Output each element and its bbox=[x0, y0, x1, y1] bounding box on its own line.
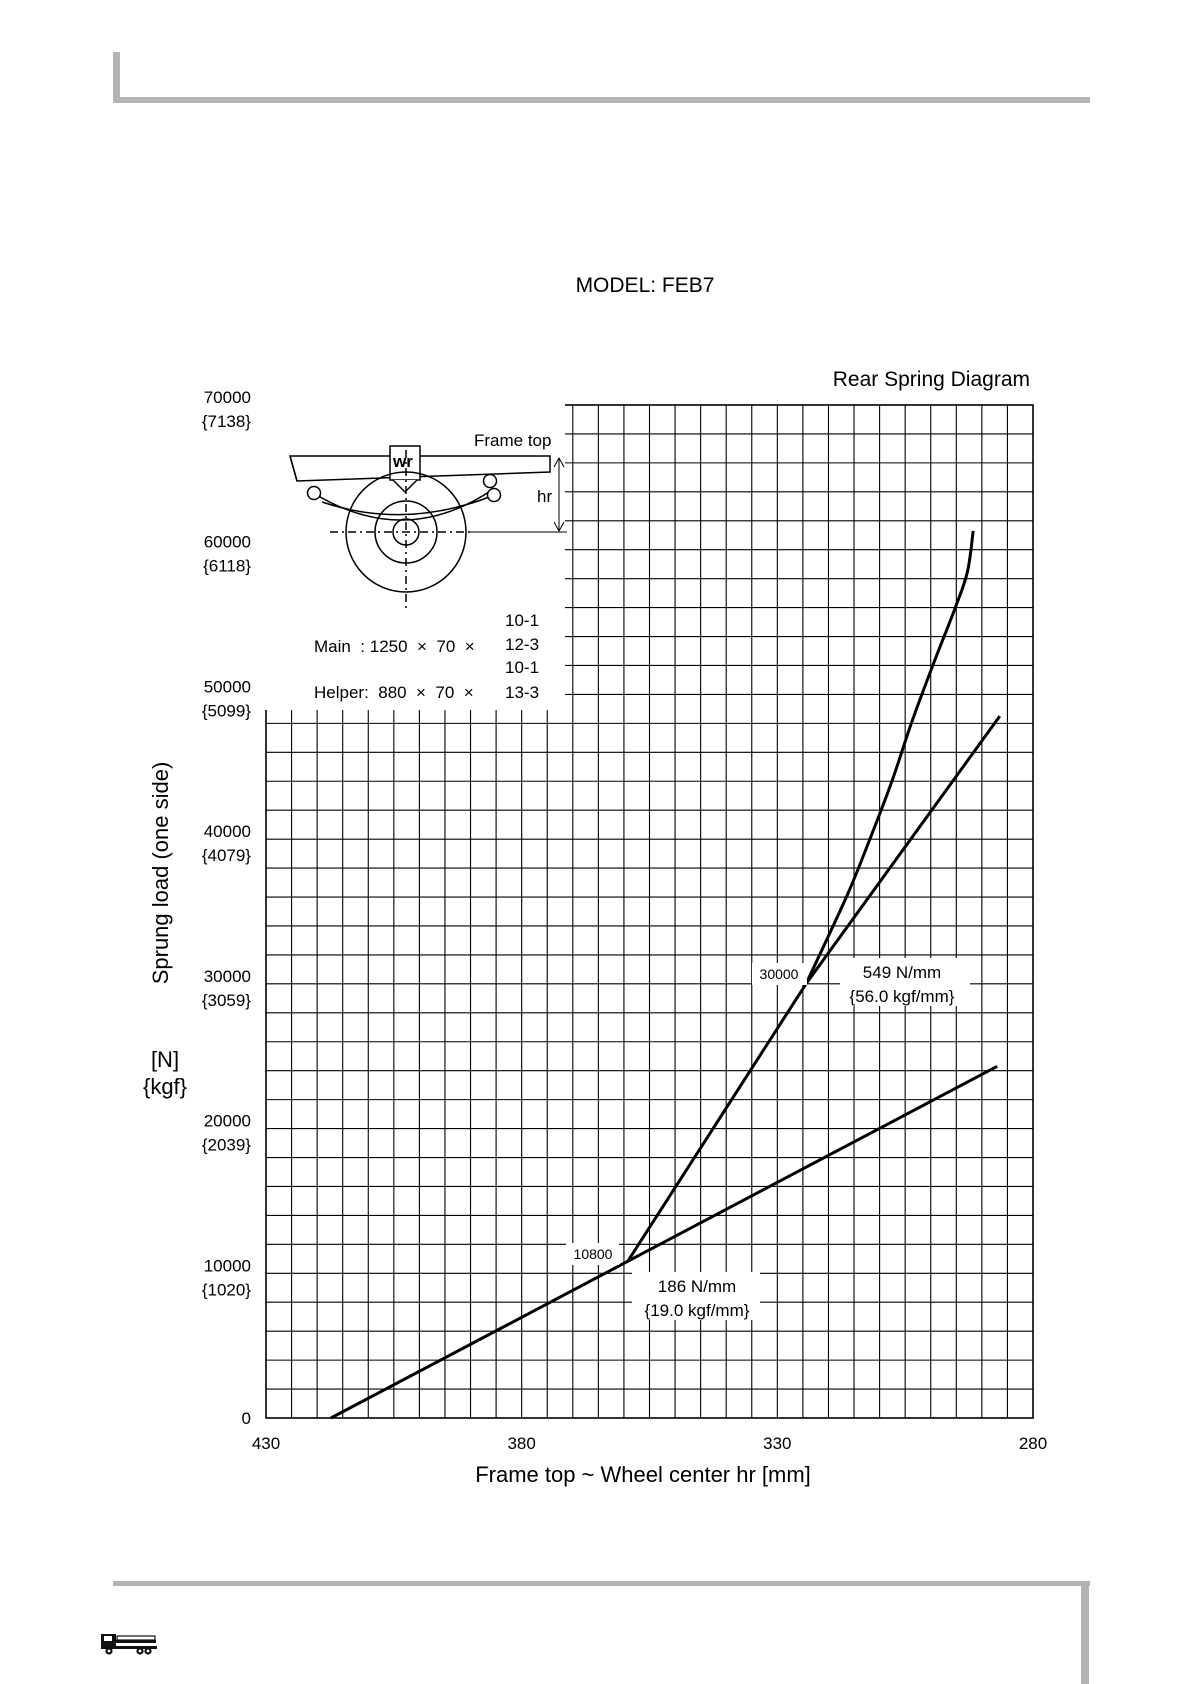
y-tick-sublabel: {6118} bbox=[203, 556, 251, 576]
y-unit-kgf: {kgf} bbox=[142, 1074, 188, 1099]
rate-low-label: 186 N/mm bbox=[657, 1277, 737, 1296]
inset-frame-label: Frame top bbox=[474, 431, 552, 450]
x-axis-label: Frame top ~ Wheel center hr [mm] bbox=[475, 1462, 811, 1487]
y-tick-label: 50000 bbox=[203, 677, 251, 697]
rate-high-sub: {56.0 kgf/mm} bbox=[849, 987, 955, 1006]
annotation-10800: 10800 bbox=[573, 1246, 613, 1262]
footer-bar-vertical bbox=[1081, 1581, 1089, 1684]
x-tick-label: 330 bbox=[763, 1434, 792, 1453]
chart-title: Rear Spring Diagram bbox=[832, 368, 1030, 391]
model-label: MODEL: FEB7 bbox=[575, 274, 715, 297]
inset-height-label: hr bbox=[537, 487, 553, 506]
y-tick-sublabel: {3059} bbox=[201, 990, 251, 1010]
y-tick-label: 40000 bbox=[203, 822, 251, 842]
main-spec-2: 12-3 bbox=[505, 635, 540, 654]
main-spec-1: 10-1 bbox=[505, 611, 540, 630]
series-line-1 bbox=[331, 1066, 997, 1418]
helper-spring-spec: Helper: 880 × 70 × bbox=[314, 683, 474, 702]
annotation-30000: 30000 bbox=[759, 966, 799, 982]
helper-spec: 13-3 bbox=[505, 683, 540, 702]
series-line-3 bbox=[806, 531, 973, 984]
y-tick-label: 30000 bbox=[203, 966, 251, 986]
y-tick-label: 0 bbox=[241, 1409, 251, 1428]
main-spring-spec: Main : 1250 × 70 × bbox=[314, 637, 475, 656]
x-tick-label: 280 bbox=[1018, 1434, 1048, 1453]
inset-load-label: wr bbox=[393, 452, 413, 471]
y-tick-label: 20000 bbox=[203, 1111, 251, 1131]
y-tick-sublabel: {7138} bbox=[201, 412, 251, 431]
rate-low-sub: {19.0 kgf/mm} bbox=[644, 1301, 750, 1320]
y-tick-label: 60000 bbox=[203, 532, 251, 552]
y-tick-label: 10000 bbox=[203, 1256, 251, 1276]
y-tick-sublabel: {5099} bbox=[201, 701, 251, 721]
y-tick-sublabel: {1020} bbox=[201, 1280, 251, 1300]
x-tick-label: 430 bbox=[251, 1434, 281, 1453]
main-spec-3: 10-1 bbox=[505, 658, 540, 677]
truck-icon bbox=[100, 1631, 158, 1662]
y-unit-n: [N] bbox=[150, 1047, 180, 1072]
y-tick-sublabel: {4079} bbox=[201, 846, 251, 866]
y-tick-label: 70000 bbox=[203, 388, 251, 407]
footer-bar bbox=[113, 1581, 1090, 1586]
y-axis-label: Sprung load (one side) bbox=[148, 761, 173, 985]
rate-high-label: 549 N/mm bbox=[862, 963, 942, 982]
x-tick-label: 380 bbox=[507, 1434, 536, 1453]
spring-inset bbox=[265, 400, 567, 710]
y-tick-sublabel: {2039} bbox=[201, 1135, 251, 1155]
